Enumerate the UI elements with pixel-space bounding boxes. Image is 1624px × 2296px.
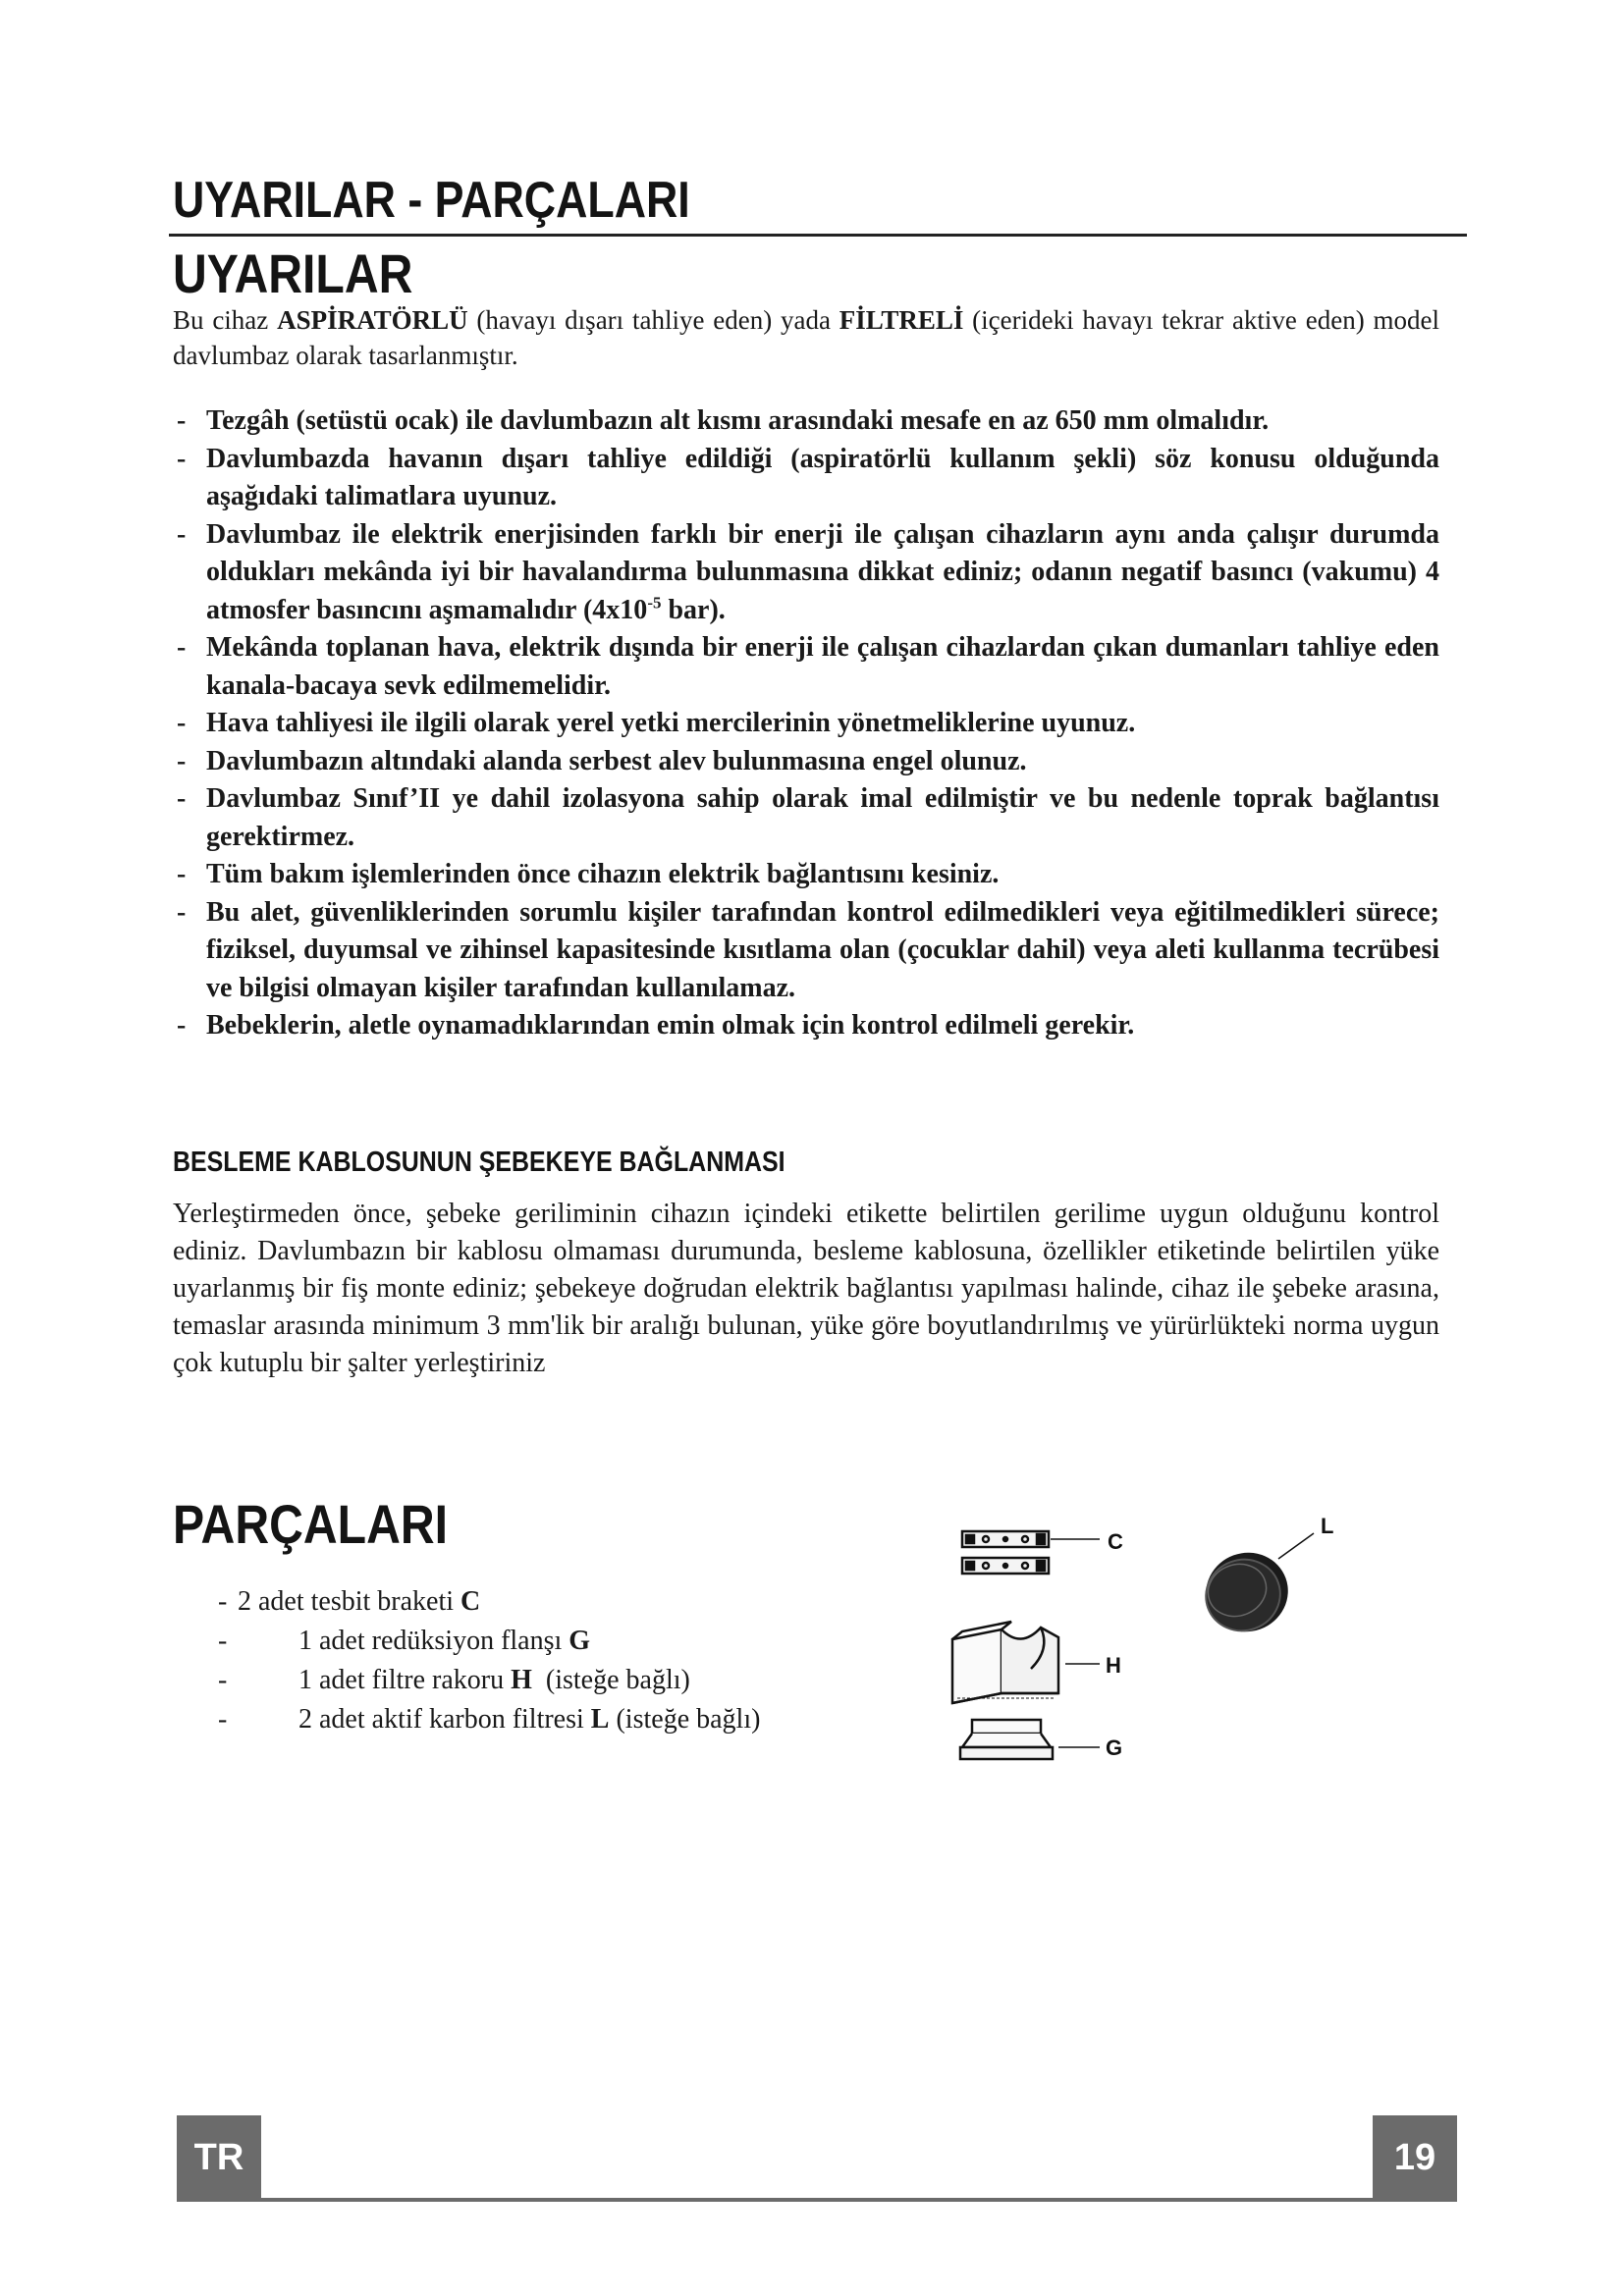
pressure-exponent: -5 bbox=[647, 593, 662, 613]
warning-item: - Tezgâh (setüstü ocak) ile davlumbazın alt kısmı arasındaki mesafe en az 650 mm olmalıdır. bbox=[173, 402, 1439, 441]
figure-label-l: L bbox=[1321, 1514, 1334, 1538]
part-item: - 1 adet filtre rakoru H (isteğe bağlı) bbox=[218, 1665, 690, 1695]
language-badge bbox=[177, 2115, 261, 2202]
intro-bold-aspirator: ASPİRATÖRLÜ bbox=[277, 305, 468, 335]
figure-label-h: H bbox=[1106, 1653, 1121, 1678]
part-text: 2 adet tesbit braketi bbox=[238, 1586, 461, 1617]
intro-text-3: (içerideki havayı tekrar aktive eden) model davlumbaz olarak tasarlanmıştır. bbox=[173, 305, 1439, 370]
part-code: H bbox=[511, 1665, 532, 1695]
pressure-unit: bar). bbox=[661, 594, 726, 625]
warning-item: - Tüm bakım işlemlerinden önce cihazın elektrik bağlantısını kesiniz. bbox=[173, 856, 1439, 894]
carbon-filter-l-illustration bbox=[1195, 1533, 1314, 1643]
part-item: - 2 adet tesbit braketi C bbox=[218, 1586, 481, 1617]
cable-paragraph: Yerleştirmeden önce, şebeke geriliminin cihazın içindeki etikette belirtilen gerilime uygun olduğunu kontrol ediniz. Davlumbazın bir kablosu olmaması durumunda, besleme kablosuna, özellikler etiketinde belirtilen yüke uyarlanmış bir fiş monte ediniz; şebekeye doğrudan elektrik bağlantısı yapılması halinde, cihaz ile şebeke arasına, temaslar arasında minimum 3 mm'lik bir aralığı bulunan, yüke göre boyutlandırılmış ve yürürlükteki norma uygun çok kutuplu bir şalter yerleştiriniz bbox=[173, 1199, 1439, 1378]
warning-item-pressure bbox=[173, 516, 1439, 630]
filter-connector-h-illustration bbox=[952, 1622, 1100, 1703]
part-text: 2 adet aktif karbon filtresi bbox=[298, 1704, 591, 1735]
warning-item: - Davlumbazda havanın dışarı tahliye edildiği (aspiratörlü kullanım şekli) söz konusu olduğunda aşağıdaki talimatlara uyunuz. bbox=[173, 441, 1439, 516]
parts-illustration bbox=[943, 1502, 1355, 1777]
warning-item: - Mekânda toplanan hava, elektrik dışında bir enerji ile çalışan cihazlardan çıkan dumanları tahliye eden kanala-bacaya sevk edilmemelidir. bbox=[173, 629, 1439, 705]
warnings-list bbox=[173, 402, 1439, 1045]
warning-item: - Bebeklerin, aletle oynamadıklarından emin olmak için kontrol edilmeli gerekir. bbox=[173, 1007, 1439, 1045]
warnings-heading: UYARILAR bbox=[173, 242, 413, 304]
part-text: 1 adet filtre rakoru bbox=[298, 1665, 512, 1695]
figure-label-c: C bbox=[1108, 1529, 1123, 1554]
part-item: - 2 adet aktif karbon filtresi L (isteğe bağlı) bbox=[218, 1704, 761, 1735]
intro-text-1: Bu cihaz bbox=[173, 305, 278, 335]
warning-item: - Bu alet, güvenliklerinden sorumlu kişiler tarafından kontrol edilmedikleri veya eğitilmedikleri sürece; fiziksel, duyumsal ve zihinsel kapasitesinde kısıtlama olan (çocuklar dahil) veya aleti kullanma tecrübesi ve bilgisi olmayan kişiler tarafından kullanılamaz. bbox=[173, 894, 1439, 1008]
part-code: G bbox=[568, 1626, 591, 1656]
parts-heading: PARÇALARI bbox=[173, 1493, 449, 1555]
parts-list bbox=[218, 1582, 760, 1739]
warning-item: - Hava tahliyesi ile ilgili olarak yerel yetki mercilerinin yönetmeliklerine uyunuz. bbox=[173, 705, 1439, 743]
part-code: L bbox=[590, 1704, 610, 1735]
intro-bold-filter: FİLTRELİ bbox=[839, 305, 964, 335]
bracket-c-illustration bbox=[962, 1531, 1100, 1574]
part-text: 1 adet redüksiyon flanşı bbox=[298, 1626, 569, 1656]
intro-paragraph bbox=[173, 302, 1439, 373]
page-title: UYARILAR - PARÇALARI bbox=[173, 172, 690, 229]
reduction-flange-g-illustration bbox=[960, 1720, 1100, 1759]
intro-text-2: (havayı dışarı tahliye eden) yada bbox=[467, 305, 839, 335]
warning-item: - Davlumbaz Sınıf’II ye dahil izolasyona sahip olarak imal edilmiştir ve bu nedenle toprak bağlantısı gerektirmez. bbox=[173, 780, 1439, 856]
footer-divider bbox=[261, 2198, 1373, 2202]
part-code: C bbox=[460, 1586, 481, 1617]
title-divider bbox=[169, 234, 1467, 237]
part-item: - 1 adet redüksiyon flanşı G bbox=[218, 1626, 591, 1656]
language-label: TR bbox=[193, 2137, 244, 2178]
part-suffix: (isteğe bağlı) bbox=[531, 1665, 690, 1695]
warning-item: - Davlumbazın altındaki alanda serbest alev bulunmasına engel olunuz. bbox=[173, 743, 1439, 781]
cable-section-heading: BESLEME KABLOSUNUN ŞEBEKEYE BAĞLANMASI bbox=[173, 1147, 785, 1178]
page-number-badge bbox=[1373, 2115, 1457, 2202]
part-suffix: (isteğe bağlı) bbox=[609, 1704, 761, 1735]
figure-label-g: G bbox=[1106, 1735, 1123, 1760]
pressure-text: Davlumbaz ile elektrik enerjisinden farklı bir enerji ile çalışan cihazların aynı anda çalışır durumda oldukları mekânda iyi bir havalandırma bulunmasına dikkat ediniz; odanın negatif basıncı (vakumu) 4 atmosfer basıncını aşmamalıdır (4x10 bbox=[206, 518, 1439, 625]
page-number: 19 bbox=[1393, 2137, 1436, 2178]
